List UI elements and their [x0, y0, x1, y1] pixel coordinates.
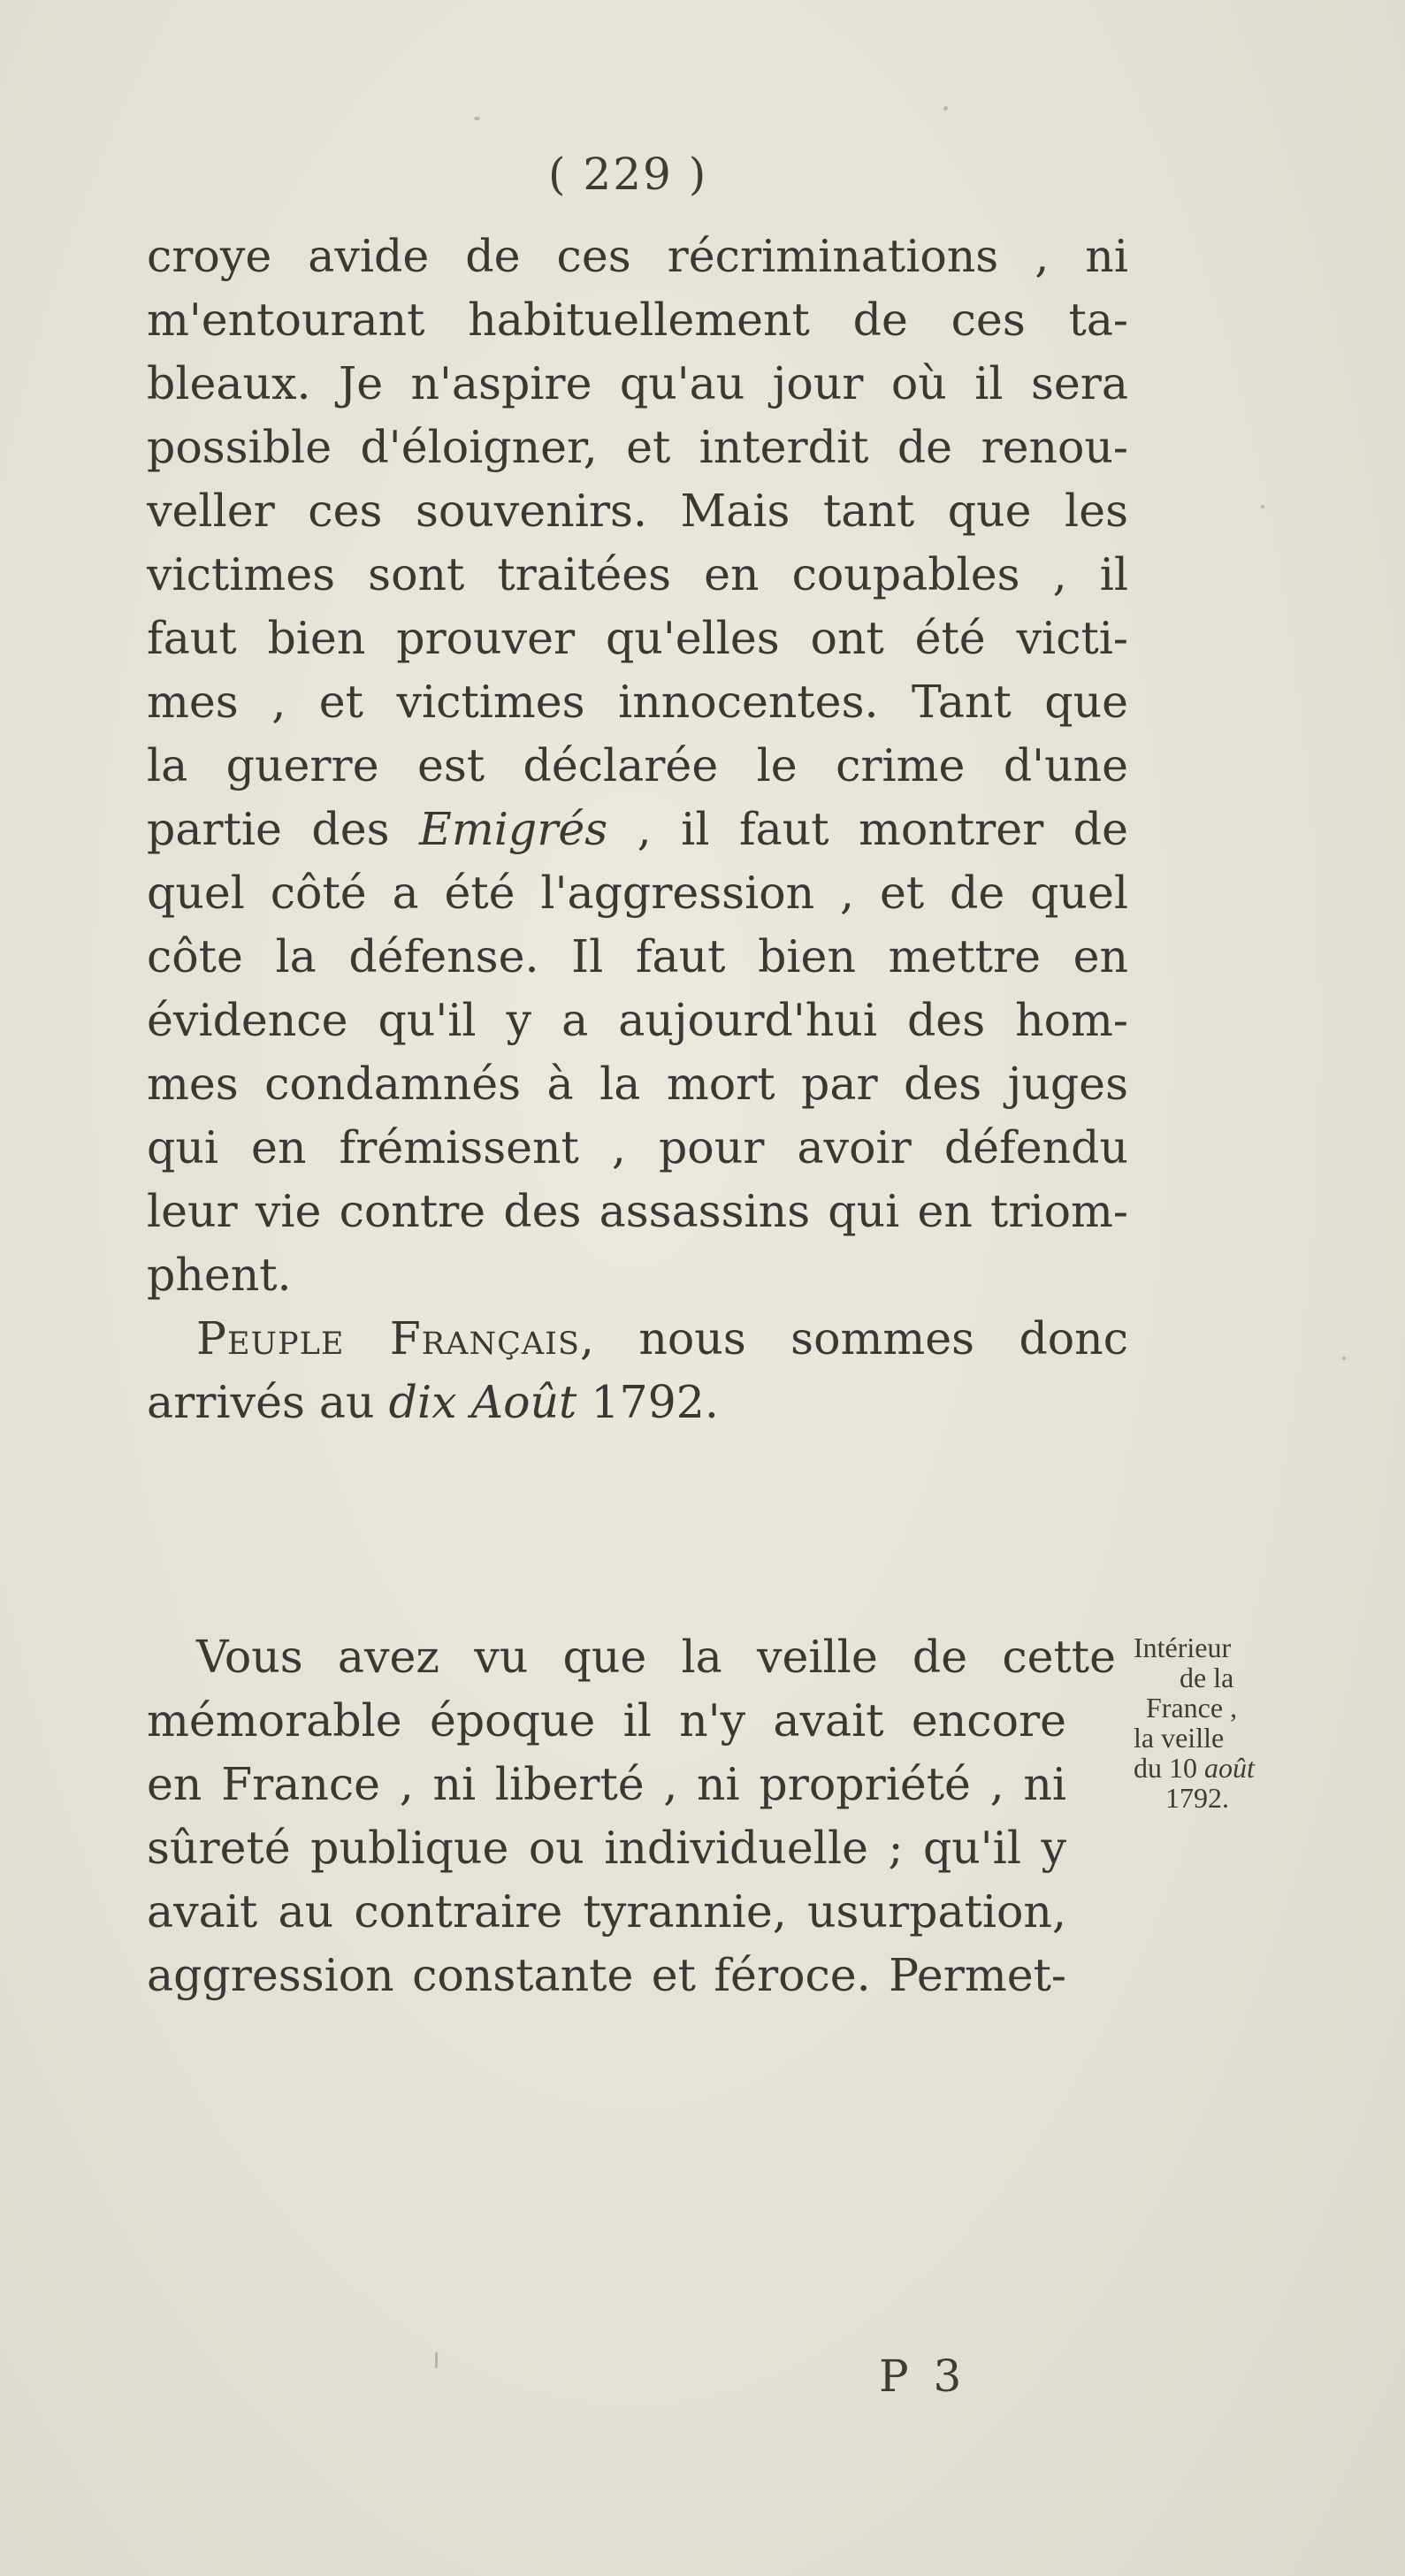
paper-speck — [474, 117, 480, 120]
paragraph-opening-line — [196, 1312, 1128, 1364]
italic-word: Emigrés — [419, 803, 608, 855]
text-line: la guerre est déclarée le crime d'une — [147, 739, 1128, 791]
paper-speck — [1342, 1357, 1346, 1360]
text-line-with-italic — [147, 1376, 1128, 1428]
text-line: possible d'éloigner, et interdit de renou- — [147, 421, 1128, 473]
text-line: victimes sont traitées en coupables , il — [147, 548, 1128, 600]
paper-speck — [435, 2352, 438, 2368]
margin-note-line: de la — [1180, 1662, 1234, 1693]
paper-speck — [943, 106, 948, 111]
text-line: mémorable époque il n'y avait encore — [147, 1694, 1066, 1747]
text-line: sûreté publique ou individuelle ; qu'il y — [147, 1822, 1066, 1874]
text-line: phent. — [147, 1249, 292, 1301]
page-number: ( 229 ) — [548, 149, 708, 200]
margin-note-line: Intérieur — [1134, 1632, 1232, 1663]
text-line: mes , et victimes innocentes. Tant que — [147, 676, 1128, 728]
margin-note-line: la veille — [1134, 1722, 1225, 1754]
text-segment: 1792. — [591, 1376, 719, 1428]
text-segment: arrivés au — [147, 1376, 375, 1428]
text-segment: , nous sommes donc — [579, 1312, 1128, 1364]
text-line: côte la défense. Il faut bien mettre en — [147, 930, 1128, 982]
text-segment: partie des — [147, 803, 390, 855]
text-segment: , il faut montrer de — [607, 803, 1128, 855]
text-line: faut bien prouver qu'elles ont été victi- — [147, 612, 1128, 664]
signature-mark: P 3 — [879, 2351, 967, 2402]
margin-note-text: du 10 — [1134, 1752, 1197, 1784]
smallcaps-heading: Peuple Français — [196, 1312, 580, 1364]
text-line: croye avide de ces récriminations , ni — [147, 230, 1128, 282]
italic-date: dix Août — [388, 1376, 577, 1428]
text-line: avait au contraire tyrannie, usurpation, — [147, 1885, 1066, 1938]
text-line: leur vie contre des assassins qui en triom- — [147, 1185, 1128, 1237]
text-line: aggression constante et féroce. Permet- — [147, 1949, 1066, 2001]
text-line: qui en frémissent , pour avoir défendu — [147, 1121, 1128, 1173]
margin-note — [1134, 1632, 1399, 1813]
text-line: veller ces souvenirs. Mais tant que les — [147, 485, 1128, 537]
text-line: bleaux. Je n'aspire qu'au jour où il sera — [147, 357, 1128, 409]
paper-speck — [1261, 505, 1264, 508]
text-line-with-italic — [147, 803, 1128, 855]
margin-note-line — [1134, 1753, 1399, 1783]
text-line: mes condamnés à la mort par des juges — [147, 1058, 1128, 1110]
margin-note-line: 1792. — [1165, 1782, 1229, 1814]
text-line: quel côté a été l'aggression , et de quel — [147, 867, 1128, 919]
text-line: évidence qu'il y a aujourd'hui des hom- — [147, 994, 1128, 1046]
text-line: en France , ni liberté , ni propriété , ni — [147, 1758, 1066, 1810]
text-line: m'entourant habituellement de ces ta- — [147, 294, 1128, 346]
margin-note-italic: août — [1204, 1752, 1255, 1784]
text-line: Vous avez vu que la veille de cette — [196, 1631, 1116, 1683]
margin-note-line: France , — [1146, 1692, 1238, 1724]
